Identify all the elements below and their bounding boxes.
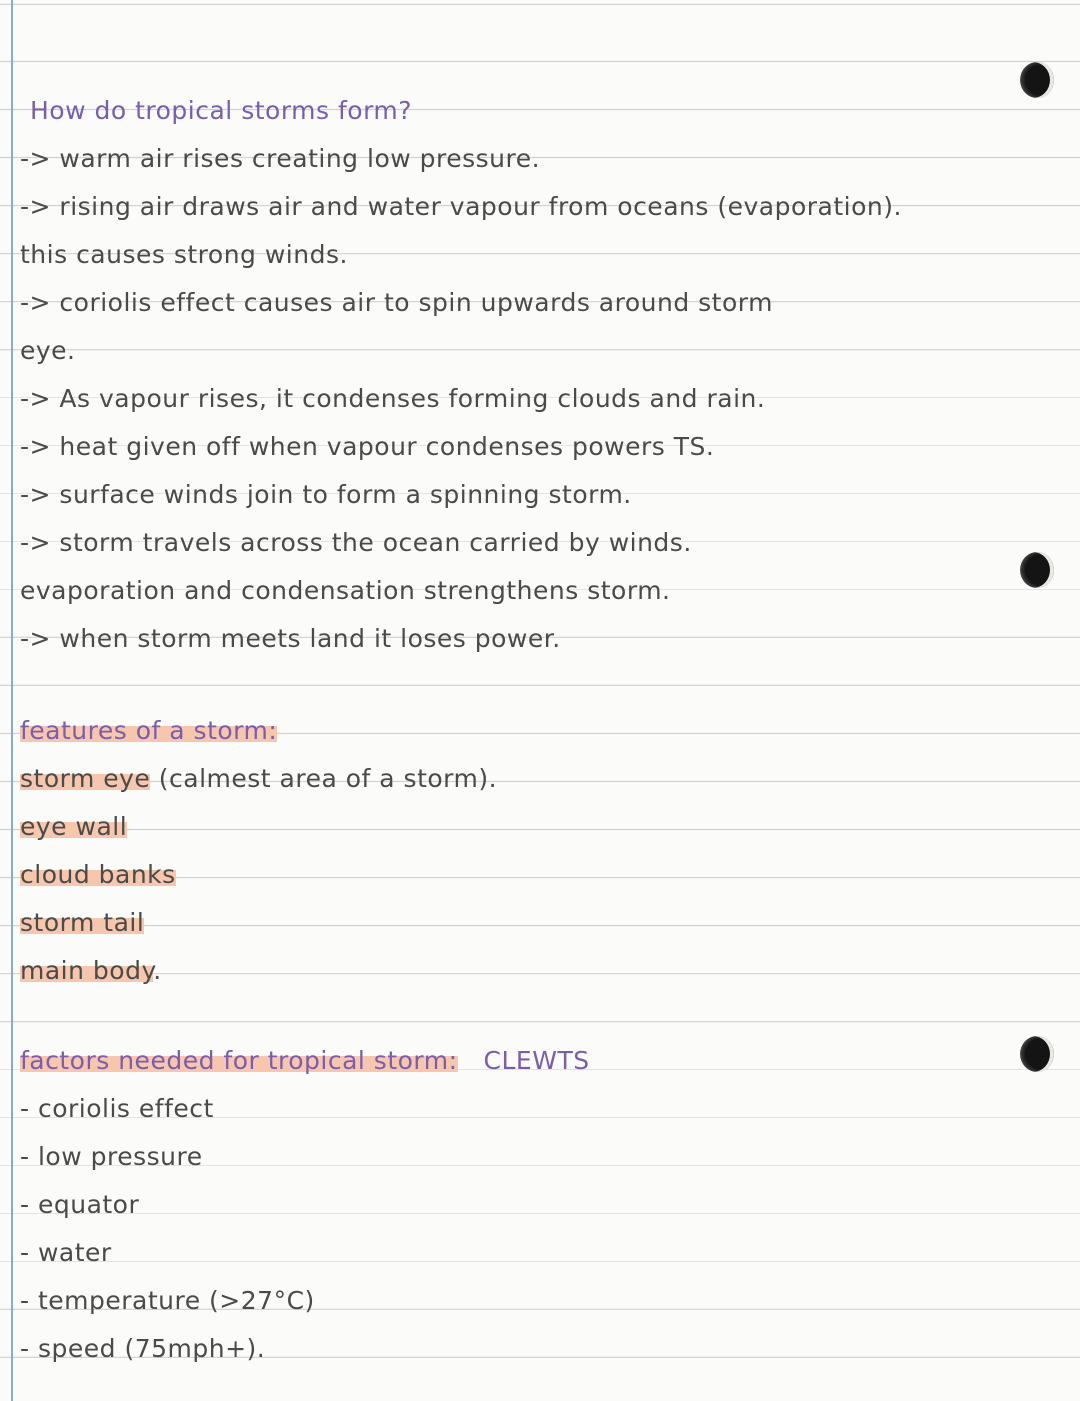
feature-term: eye wall <box>20 812 128 841</box>
note-line: -> heat given off when vapour condenses powers TS. <box>20 432 715 461</box>
punch-hole <box>1020 552 1054 588</box>
factor-item: - coriolis effect <box>20 1094 214 1123</box>
feature-item <box>20 812 127 842</box>
factor-item: - temperature (>27°C) <box>20 1286 315 1315</box>
feature-item <box>20 860 176 890</box>
punch-hole <box>1020 1036 1054 1072</box>
note-line: -> warm air rises creating low pressure. <box>20 144 541 173</box>
factor-item: - water <box>20 1238 112 1267</box>
feature-term: cloud banks <box>20 860 176 889</box>
highlight: features of a storm: <box>20 716 278 745</box>
feature-item <box>20 956 162 986</box>
feature-term: storm eye <box>20 764 151 793</box>
factor-item: - low pressure <box>20 1142 203 1171</box>
factor-item: - speed (75mph+). <box>20 1334 266 1363</box>
margin-line <box>11 0 13 1401</box>
section-heading-formation: How do tropical storms form? <box>30 96 413 125</box>
section-heading-features <box>20 716 277 746</box>
feature-term: storm tail <box>20 908 145 937</box>
punch-hole <box>1020 62 1054 98</box>
feature-note: (calmest area of a storm). <box>150 764 498 793</box>
factor-item: - equator <box>20 1190 140 1219</box>
note-line: -> surface winds join to form a spinning storm. <box>20 480 632 509</box>
acronym: CLEWTS <box>483 1046 590 1075</box>
note-line: this causes strong winds. <box>20 240 348 269</box>
note-line: evaporation and condensation strengthens storm. <box>20 576 671 605</box>
feature-item <box>20 908 144 938</box>
note-line: -> As vapour rises, it condenses forming clouds and rain. <box>20 384 766 413</box>
section-heading-factors <box>20 1046 590 1076</box>
note-line: -> storm travels across the ocean carried by winds. <box>20 528 692 557</box>
note-line: -> when storm meets land it loses power. <box>20 624 561 653</box>
note-line: -> coriolis effect causes air to spin upwards around storm <box>20 288 773 317</box>
note-line: -> rising air draws air and water vapour from oceans (evaporation). <box>20 192 902 221</box>
feature-item <box>20 764 497 794</box>
highlight: factors needed for tropical storm: <box>20 1046 458 1075</box>
feature-term: main body <box>20 956 154 985</box>
note-line: eye. <box>20 336 76 365</box>
feature-note: . <box>153 956 162 985</box>
